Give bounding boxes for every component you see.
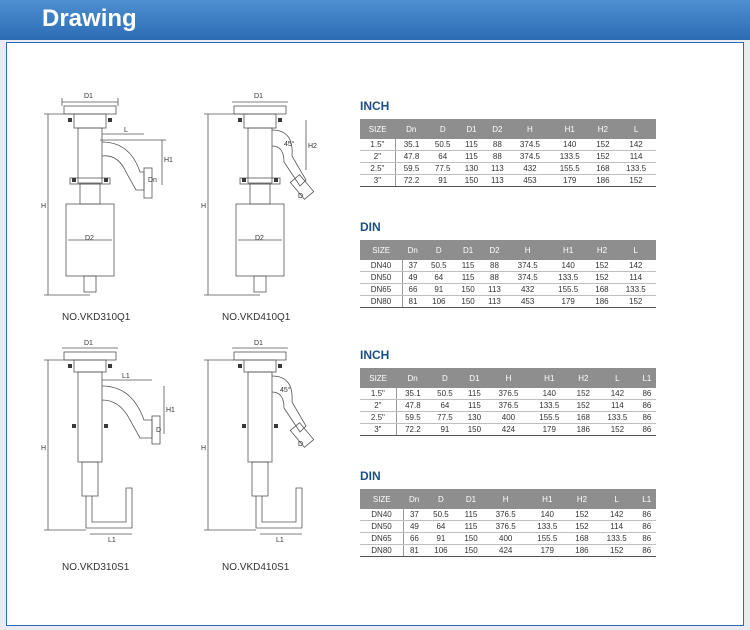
drawing-caption: NO.VKD410Q1 xyxy=(222,312,291,323)
table-cell: 376.5 xyxy=(488,400,529,412)
drawing-vkd310s1 xyxy=(40,338,180,548)
column-header: SIZE xyxy=(360,489,404,509)
table-cell: 376.5 xyxy=(485,521,527,533)
drawing-caption: NO.VKD310Q1 xyxy=(62,312,131,323)
table-cell: 115 xyxy=(461,388,488,400)
table-cell: 91 xyxy=(423,284,455,296)
spec-table xyxy=(360,368,656,436)
table-cell: 374.5 xyxy=(510,139,550,151)
table-cell: 179 xyxy=(529,424,570,436)
table-row xyxy=(360,175,656,187)
table-cell: 400 xyxy=(488,412,529,424)
table-cell: 91 xyxy=(425,533,457,545)
dim-label-d1: D1 xyxy=(254,340,263,347)
column-header: H xyxy=(488,368,529,388)
table-cell: 91 xyxy=(429,424,461,436)
table-cell: 88 xyxy=(485,151,510,163)
column-header: D xyxy=(423,240,455,260)
table-cell: 115 xyxy=(461,400,488,412)
page-title: Drawing xyxy=(42,5,137,32)
table-cell: 59.5 xyxy=(395,163,427,175)
table-cell: 150 xyxy=(461,424,488,436)
table-cell: 140 xyxy=(548,260,589,272)
table-row xyxy=(360,412,656,424)
table-cell: 49 xyxy=(402,272,423,284)
dim-label-h: H xyxy=(41,445,47,452)
table-cell: 133.5 xyxy=(596,533,638,545)
table-cell: 186 xyxy=(570,424,597,436)
table-cell: 186 xyxy=(568,545,596,557)
column-header: Dn xyxy=(395,119,427,139)
table-cell: 113 xyxy=(482,284,508,296)
table-cell: 114 xyxy=(597,400,638,412)
table-cell: 152 xyxy=(596,545,638,557)
table-cell: 50.5 xyxy=(429,388,461,400)
column-header: Dn xyxy=(404,489,425,509)
table-cell: 3" xyxy=(360,175,395,187)
table-cell: 179 xyxy=(550,175,590,187)
column-header: D xyxy=(427,119,458,139)
column-header: L1 xyxy=(638,368,656,388)
table-cell: 152 xyxy=(588,260,615,272)
spec-table xyxy=(360,240,656,308)
table-cell: 374.5 xyxy=(507,272,548,284)
table-cell: 50.5 xyxy=(427,139,458,151)
dim-label-h1: H1 xyxy=(166,407,175,414)
dim-label-d1: D1 xyxy=(84,93,93,100)
table-cell: 86 xyxy=(637,545,656,557)
table-cell: 49 xyxy=(404,521,425,533)
drawing-vkd310q1 xyxy=(40,90,180,300)
table-cell: 179 xyxy=(548,296,589,308)
table-cell: 106 xyxy=(423,296,455,308)
table-cell: 186 xyxy=(588,296,615,308)
dim-label-h: H xyxy=(201,445,207,452)
table-row xyxy=(360,388,656,400)
dim-label-d2: D2 xyxy=(85,235,94,242)
table-cell: 66 xyxy=(402,284,423,296)
table-cell: 66 xyxy=(404,533,425,545)
dim-label-l1: L1 xyxy=(108,537,116,544)
spec-table xyxy=(360,489,656,557)
table-row xyxy=(360,533,656,545)
table-row xyxy=(360,151,656,163)
table-row xyxy=(360,424,656,436)
column-header: D1 xyxy=(461,368,488,388)
column-header: D xyxy=(429,368,461,388)
table-label: DIN xyxy=(360,220,381,234)
table-cell: 155.5 xyxy=(529,412,570,424)
table-label: INCH xyxy=(360,99,390,113)
dim-label-d: D xyxy=(156,427,162,434)
table-cell: 374.5 xyxy=(507,260,548,272)
table-cell: 133.5 xyxy=(548,272,589,284)
table-cell: 37 xyxy=(404,509,425,521)
table-row xyxy=(360,521,656,533)
table-cell: DN80 xyxy=(360,545,404,557)
table-cell: 1.5" xyxy=(360,139,395,151)
column-header: SIZE xyxy=(360,368,396,388)
table-cell: 168 xyxy=(568,533,596,545)
spec-table xyxy=(360,119,656,187)
column-header: L1 xyxy=(637,489,656,509)
table-cell: 91 xyxy=(427,175,458,187)
table-cell: 130 xyxy=(461,412,488,424)
table-cell: 150 xyxy=(457,533,485,545)
table-row xyxy=(360,260,656,272)
table-cell: 114 xyxy=(615,272,656,284)
drawing-caption: NO.VKD410S1 xyxy=(222,562,290,573)
dim-label-angle: 45° xyxy=(280,387,291,394)
column-header: D2 xyxy=(485,119,510,139)
dim-label-d: D xyxy=(298,193,304,200)
table-cell: 59.5 xyxy=(396,412,429,424)
table-cell: 88 xyxy=(482,272,508,284)
table-cell: 140 xyxy=(550,139,590,151)
table-cell: 86 xyxy=(637,509,656,521)
column-header: D2 xyxy=(482,240,508,260)
column-header: D xyxy=(425,489,457,509)
table-cell: 142 xyxy=(596,509,638,521)
table-cell: 113 xyxy=(485,163,510,175)
table-cell: 77.5 xyxy=(427,163,458,175)
table-cell: 115 xyxy=(455,260,482,272)
table-cell: 133.5 xyxy=(550,151,590,163)
column-header: L xyxy=(596,489,638,509)
column-header: H1 xyxy=(526,489,568,509)
table-row xyxy=(360,284,656,296)
table-cell: 168 xyxy=(588,284,615,296)
table-cell: 3" xyxy=(360,424,396,436)
table-cell: 186 xyxy=(590,175,617,187)
table-row xyxy=(360,139,656,151)
table-cell: 150 xyxy=(457,545,485,557)
table-cell: DN40 xyxy=(360,260,402,272)
table-cell: 115 xyxy=(457,509,485,521)
table-cell: 115 xyxy=(458,139,485,151)
table-cell: 133.5 xyxy=(526,521,568,533)
table-cell: 2" xyxy=(360,151,395,163)
table-cell: 424 xyxy=(488,424,529,436)
table-cell: 152 xyxy=(588,272,615,284)
table-cell: 113 xyxy=(485,175,510,187)
column-header: H xyxy=(485,489,527,509)
dim-label-angle: 45° xyxy=(284,141,295,148)
table-cell: 37 xyxy=(402,260,423,272)
table-cell: 113 xyxy=(482,296,508,308)
dim-label-dn: Dn xyxy=(148,177,157,184)
column-header: H2 xyxy=(590,119,617,139)
table-cell: 133.5 xyxy=(615,284,656,296)
table-cell: 115 xyxy=(458,151,485,163)
table-cell: 106 xyxy=(425,545,457,557)
column-header: H2 xyxy=(570,368,597,388)
table-cell: 152 xyxy=(568,509,596,521)
table-cell: 150 xyxy=(458,175,485,187)
table-row xyxy=(360,545,656,557)
table-cell: 64 xyxy=(425,521,457,533)
table-cell: 142 xyxy=(615,260,656,272)
table-cell: 115 xyxy=(455,272,482,284)
table-cell: 2.5" xyxy=(360,412,396,424)
table-cell: 72.2 xyxy=(396,424,429,436)
table-cell: 2" xyxy=(360,400,396,412)
table-cell: 86 xyxy=(638,388,656,400)
table-cell: 400 xyxy=(485,533,527,545)
table-cell: 152 xyxy=(615,296,656,308)
table-cell: DN50 xyxy=(360,521,404,533)
column-header: L xyxy=(597,368,638,388)
table-cell: 152 xyxy=(590,151,617,163)
dim-label-h: H xyxy=(201,203,207,210)
column-header: SIZE xyxy=(360,119,395,139)
dim-label-d1: D1 xyxy=(84,340,93,347)
table-cell: 155.5 xyxy=(550,163,590,175)
column-header: L xyxy=(616,119,656,139)
table-row xyxy=(360,400,656,412)
dim-label-d2: D2 xyxy=(255,235,264,242)
dim-label-l1: L1 xyxy=(276,537,284,544)
table-cell: 86 xyxy=(638,400,656,412)
column-header: L xyxy=(615,240,656,260)
table-cell: 424 xyxy=(485,545,527,557)
dim-label-h1: H1 xyxy=(164,157,173,164)
table-cell: 453 xyxy=(510,175,550,187)
table-row xyxy=(360,509,656,521)
column-header: SIZE xyxy=(360,240,402,260)
table-cell: 86 xyxy=(637,521,656,533)
table-cell: 133.5 xyxy=(529,400,570,412)
table-cell: DN65 xyxy=(360,284,402,296)
table-cell: 114 xyxy=(616,151,656,163)
table-cell: 152 xyxy=(570,388,597,400)
table-cell: 152 xyxy=(616,175,656,187)
dim-label-h2: H2 xyxy=(308,143,317,150)
table-cell: 114 xyxy=(596,521,638,533)
dim-label-d: D xyxy=(298,441,304,448)
table-row xyxy=(360,163,656,175)
table-cell: 81 xyxy=(402,296,423,308)
column-header: H2 xyxy=(588,240,615,260)
table-cell: DN50 xyxy=(360,272,402,284)
column-header: D1 xyxy=(457,489,485,509)
table-cell: 47.8 xyxy=(395,151,427,163)
dim-label-l1: L1 xyxy=(122,373,130,380)
table-cell: 2.5" xyxy=(360,163,395,175)
table-cell: 88 xyxy=(482,260,508,272)
table-cell: 133.5 xyxy=(597,412,638,424)
table-label: INCH xyxy=(360,348,390,362)
table-cell: 47.8 xyxy=(396,400,429,412)
table-cell: 115 xyxy=(457,521,485,533)
table-cell: 152 xyxy=(590,139,617,151)
column-header: Dn xyxy=(396,368,429,388)
table-row xyxy=(360,272,656,284)
column-header: D1 xyxy=(455,240,482,260)
table-cell: 155.5 xyxy=(548,284,589,296)
table-cell: 86 xyxy=(638,424,656,436)
drawing-vkd410q1 xyxy=(200,90,340,300)
column-header: Dn xyxy=(402,240,423,260)
column-header: H1 xyxy=(550,119,590,139)
table-cell: 133.5 xyxy=(616,163,656,175)
table-cell: 81 xyxy=(404,545,425,557)
table-cell: 64 xyxy=(429,400,461,412)
table-cell: 150 xyxy=(455,296,482,308)
table-cell: 376.5 xyxy=(485,509,527,521)
table-cell: 50.5 xyxy=(423,260,455,272)
table-cell: 77.5 xyxy=(429,412,461,424)
table-label: DIN xyxy=(360,469,381,483)
table-cell: 152 xyxy=(570,400,597,412)
table-cell: 179 xyxy=(526,545,568,557)
dim-label-l: L xyxy=(124,127,128,134)
table-cell: 374.5 xyxy=(510,151,550,163)
table-cell: 88 xyxy=(485,139,510,151)
table-cell: 50.5 xyxy=(425,509,457,521)
table-cell: 35.1 xyxy=(396,388,429,400)
table-cell: DN65 xyxy=(360,533,404,545)
table-cell: 64 xyxy=(423,272,455,284)
table-cell: DN40 xyxy=(360,509,404,521)
dim-label-d1: D1 xyxy=(254,93,263,100)
column-header: H1 xyxy=(548,240,589,260)
table-cell: 376.5 xyxy=(488,388,529,400)
column-header: H xyxy=(507,240,548,260)
table-cell: 453 xyxy=(507,296,548,308)
column-header: H1 xyxy=(529,368,570,388)
table-cell: 142 xyxy=(616,139,656,151)
table-cell: 140 xyxy=(529,388,570,400)
table-cell: 140 xyxy=(526,509,568,521)
table-cell: 142 xyxy=(597,388,638,400)
drawing-vkd410s1 xyxy=(200,338,340,548)
table-cell: 72.2 xyxy=(395,175,427,187)
drawing-caption: NO.VKD310S1 xyxy=(62,562,130,573)
table-cell: 35.1 xyxy=(395,139,427,151)
column-header: D1 xyxy=(458,119,485,139)
table-cell: 432 xyxy=(507,284,548,296)
table-cell: DN80 xyxy=(360,296,402,308)
table-cell: 86 xyxy=(638,412,656,424)
table-row xyxy=(360,296,656,308)
table-cell: 155.5 xyxy=(526,533,568,545)
table-cell: 168 xyxy=(570,412,597,424)
table-cell: 432 xyxy=(510,163,550,175)
table-cell: 150 xyxy=(455,284,482,296)
column-header: H2 xyxy=(568,489,596,509)
table-cell: 152 xyxy=(568,521,596,533)
table-cell: 152 xyxy=(597,424,638,436)
table-cell: 168 xyxy=(590,163,617,175)
table-cell: 86 xyxy=(637,533,656,545)
column-header: H xyxy=(510,119,550,139)
table-cell: 130 xyxy=(458,163,485,175)
dim-label-h: H xyxy=(41,203,47,210)
table-cell: 1.5" xyxy=(360,388,396,400)
table-cell: 64 xyxy=(427,151,458,163)
header-bar xyxy=(0,0,750,40)
